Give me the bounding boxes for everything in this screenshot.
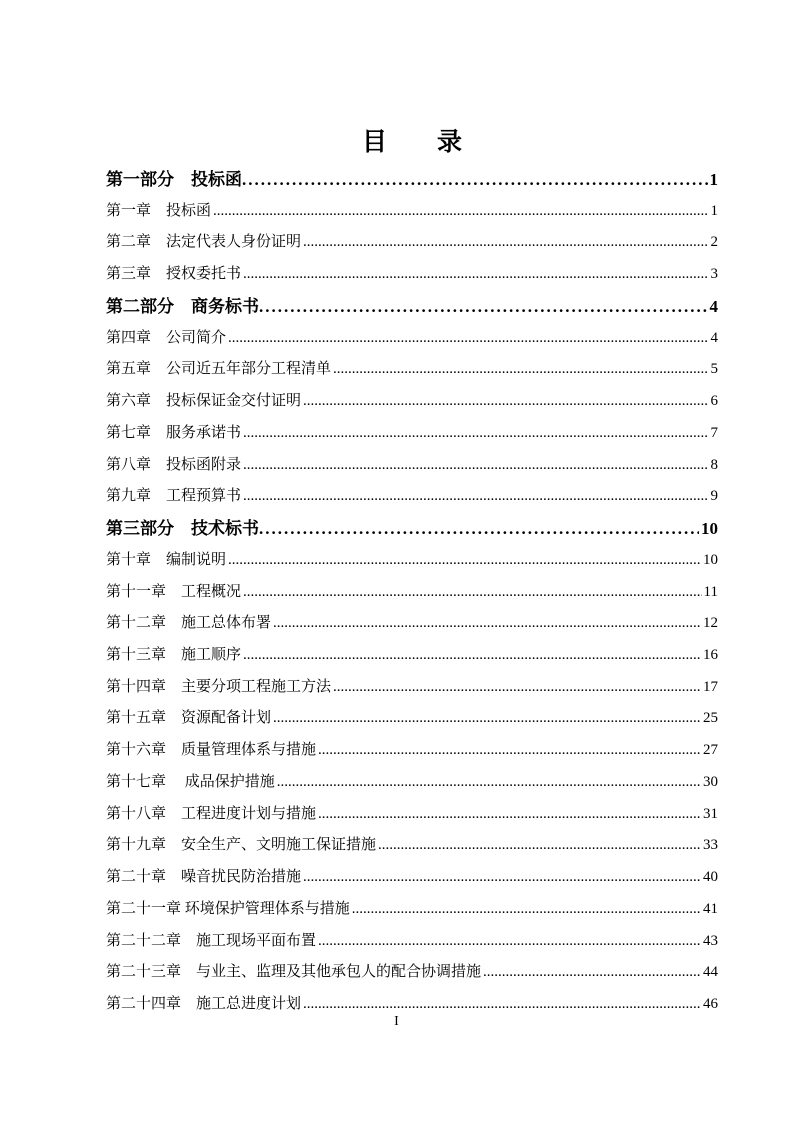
toc-entry-label: 第十七章 成品保护措施 — [106, 773, 275, 790]
toc-dot-leader — [352, 894, 701, 926]
toc-dot-leader — [318, 926, 701, 958]
toc-entry-label: 第二十一章 环境保护管理体系与措施 — [106, 900, 350, 917]
toc-entry[interactable] — [106, 862, 718, 894]
toc-page-number: 1 — [709, 170, 718, 189]
toc-dot-leader — [243, 418, 708, 450]
toc-page-number: 27 — [703, 742, 718, 759]
toc-entry[interactable] — [106, 259, 718, 291]
toc-entry-label: 第十九章 安全生产、文明施工保证措施 — [106, 837, 377, 854]
toc-page-number: 43 — [703, 932, 718, 949]
toc-entry-label: 第二十二章 施工现场平面布置 — [106, 932, 317, 949]
toc-entry[interactable] — [106, 481, 718, 513]
toc-dot-leader — [277, 767, 701, 799]
toc-page-number: 46 — [703, 996, 718, 1013]
toc-entry[interactable] — [106, 354, 718, 386]
toc-dot-leader — [273, 608, 701, 640]
toc-dot-leader — [273, 703, 701, 735]
toc-entry-label: 第十章 编制说明 — [106, 551, 227, 568]
toc-entry[interactable] — [106, 291, 718, 323]
toc-entry-label: 第七章 服务承诺书 — [106, 424, 242, 441]
toc-dot-leader — [318, 799, 701, 831]
toc-page-number: 4 — [710, 329, 718, 346]
toc-entry-label: 第六章 投标保证金交付证明 — [106, 393, 302, 410]
toc-entry-label: 第十三章 施工顺序 — [106, 647, 242, 664]
toc-page-number: 4 — [709, 296, 718, 316]
toc-page-number: 25 — [703, 710, 718, 727]
toc-dot-leader — [259, 513, 699, 545]
toc-page-number: 7 — [710, 424, 718, 441]
toc-page-number: 33 — [703, 837, 718, 854]
toc-page-number: 10 — [701, 519, 718, 539]
toc-entry[interactable] — [106, 608, 718, 640]
toc-page-number: 9 — [710, 488, 718, 505]
toc-dot-leader — [303, 386, 708, 418]
toc-dot-leader — [483, 957, 701, 989]
toc-entry-label: 第二十四章 施工总进度计划 — [106, 996, 302, 1013]
toc-entry[interactable] — [106, 450, 718, 482]
toc-page-number: 17 — [703, 678, 718, 695]
toc-page-number: 41 — [703, 900, 718, 917]
toc-page-number: 11 — [703, 583, 718, 600]
toc-dot-leader — [378, 830, 701, 862]
toc-dot-leader — [243, 481, 708, 513]
page-footer-number: I — [394, 1014, 399, 1029]
toc-entry-label: 第十八章 工程进度计划与措施 — [106, 805, 317, 822]
toc-entry-label: 第十一章 工程概况 — [106, 583, 242, 600]
toc-entry[interactable] — [106, 323, 718, 355]
toc-dot-leader — [303, 862, 701, 894]
toc-entry-label: 第十二章 施工总体布署 — [106, 615, 272, 632]
toc-page-number: 44 — [703, 964, 718, 981]
toc-page-number: 10 — [703, 551, 718, 568]
toc-entry-label: 第二十三章 与业主、监理及其他承包人的配合协调措施 — [106, 964, 482, 981]
toc-entry[interactable] — [106, 640, 718, 672]
toc-dot-leader — [243, 640, 701, 672]
toc-entry-label: 第九章 工程预算书 — [106, 488, 242, 505]
toc-entry[interactable] — [106, 894, 718, 926]
toc-page-number: 12 — [703, 615, 718, 632]
toc-entry[interactable] — [106, 799, 718, 831]
toc-page-number: 2 — [710, 234, 718, 251]
toc-list — [106, 164, 718, 1021]
toc-entry-label: 第二部分 商务标书 — [106, 296, 259, 316]
toc-dot-leader — [318, 735, 701, 767]
toc-page-number: 1 — [710, 202, 718, 219]
toc-entry[interactable] — [106, 703, 718, 735]
toc-entry[interactable] — [106, 767, 718, 799]
toc-entry[interactable] — [106, 227, 718, 259]
toc-page-number: 5 — [710, 361, 718, 378]
toc-entry-label: 第一章 投标函 — [106, 202, 212, 219]
toc-page-number: 31 — [703, 805, 718, 822]
toc-dot-leader — [303, 227, 708, 259]
toc-dot-leader — [259, 291, 708, 323]
toc-entry[interactable] — [106, 196, 718, 228]
toc-entry-label: 第三章 授权委托书 — [106, 266, 242, 283]
toc-page-number: 40 — [703, 869, 718, 886]
toc-entry[interactable] — [106, 513, 718, 545]
toc-entry-label: 第十五章 资源配备计划 — [106, 710, 272, 727]
toc-entry[interactable] — [106, 957, 718, 989]
toc-entry-label: 第十四章 主要分项工程施工方法 — [106, 678, 332, 695]
toc-entry[interactable] — [106, 735, 718, 767]
toc-entry-label: 第四章 公司简介 — [106, 329, 227, 346]
toc-dot-leader — [228, 545, 701, 577]
toc-entry[interactable] — [106, 418, 718, 450]
toc-entry-label: 第三部分 技术标书 — [106, 519, 259, 539]
toc-dot-leader — [242, 164, 708, 196]
toc-page-number: 6 — [710, 393, 718, 410]
toc-entry-label: 第一部分 投标函 — [106, 170, 242, 189]
page-title: 目 录 — [361, 129, 462, 156]
toc-dot-leader — [213, 196, 708, 228]
toc-entry-label: 第八章 投标函附录 — [106, 456, 242, 473]
toc-dot-leader — [243, 259, 708, 291]
toc-entry-label: 第十六章 质量管理体系与措施 — [106, 742, 317, 759]
toc-entry[interactable] — [106, 386, 718, 418]
toc-dot-leader — [333, 354, 708, 386]
toc-entry-label: 第二十章 噪音扰民防治措施 — [106, 869, 302, 886]
toc-entry[interactable] — [106, 545, 718, 577]
toc-page-number: 16 — [703, 647, 718, 664]
toc-dot-leader — [243, 577, 702, 609]
toc-dot-leader — [243, 450, 708, 482]
toc-entry[interactable] — [106, 164, 718, 196]
toc-entry[interactable] — [106, 830, 718, 862]
toc-dot-leader — [228, 323, 708, 355]
toc-dot-leader — [333, 672, 701, 704]
toc-entry[interactable] — [106, 672, 718, 704]
toc-entry-label: 第二章 法定代表人身份证明 — [106, 234, 302, 251]
toc-page-number: 30 — [703, 773, 718, 790]
toc-page-number: 3 — [710, 266, 718, 283]
toc-page-number: 8 — [710, 456, 718, 473]
toc-entry-label: 第五章 公司近五年部分工程清单 — [106, 361, 332, 378]
toc-entry[interactable] — [106, 577, 718, 609]
toc-entry[interactable] — [106, 926, 718, 958]
